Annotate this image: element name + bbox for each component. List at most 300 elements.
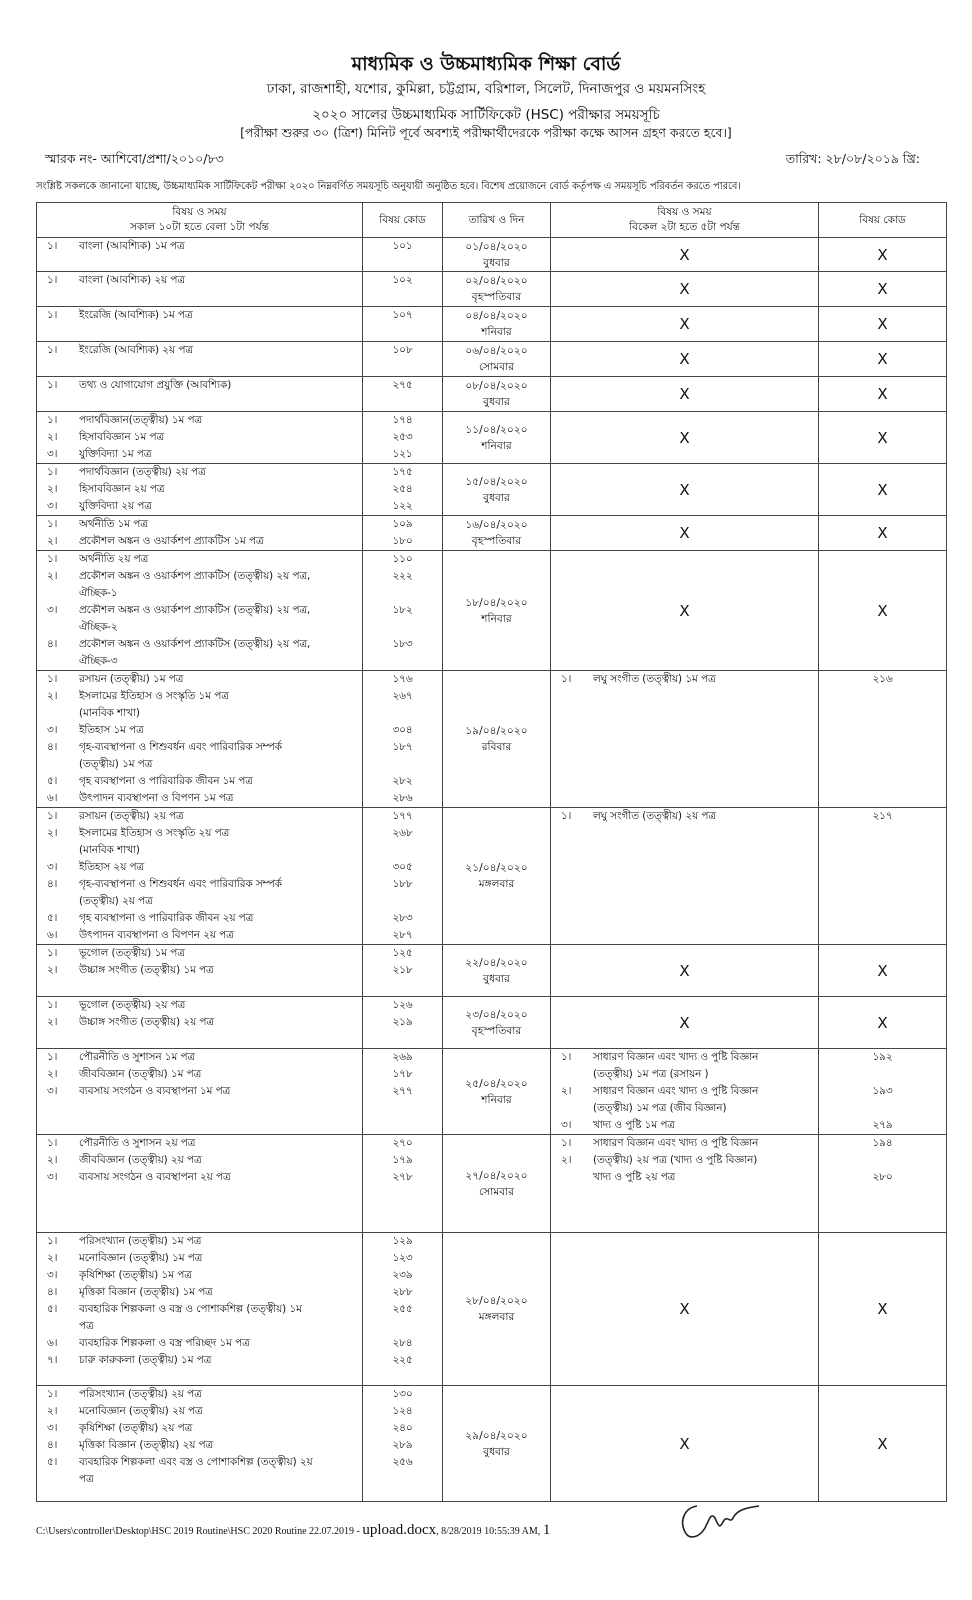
exam-date: ১১/০৪/২০২০ <box>465 423 528 436</box>
subject-serial: ২। <box>47 1016 58 1028</box>
table-row <box>37 551 947 671</box>
subject-serial: ১। <box>47 309 58 321</box>
subject-name: (তত্ত্বীয়) ২য় পত্র <box>79 895 153 907</box>
subject-name: (মানবিক শাখা) <box>79 707 140 719</box>
subject-line <box>37 1335 362 1352</box>
subject-code-cell <box>363 1135 443 1233</box>
morning-subjects-cell <box>37 1233 363 1386</box>
subject-code: ১৮৮ <box>392 878 413 890</box>
subject-code-cell <box>363 238 443 272</box>
subject-code: ২৬৯ <box>392 1051 413 1063</box>
afternoon-code-cell <box>819 808 947 945</box>
date-day-cell <box>443 1049 551 1135</box>
subject-name: জীববিজ্ঞান (তত্ত্বীয়) ২য় পত্র <box>79 1154 202 1166</box>
table-row <box>37 1386 947 1502</box>
subject-serial: ৫। <box>47 912 58 924</box>
morning-subjects-cell <box>37 551 363 671</box>
subject-code-cell <box>363 945 443 997</box>
subject-name: উৎপাদন ব্যবস্থাপনা ও বিপণন ২য় পত্র <box>79 929 234 941</box>
subject-serial: ৬। <box>47 792 58 804</box>
subject-serial: ৩। <box>47 861 58 873</box>
table-header-row <box>37 203 947 238</box>
subject-line <box>37 945 362 962</box>
subject-serial: ৪। <box>47 878 58 890</box>
subject-line <box>37 1250 362 1267</box>
subject-code: ১৭৭ <box>392 810 413 822</box>
subject-code-cell <box>363 464 443 516</box>
subject-name: উচ্চাঙ্গ সংগীত (তত্ত্বীয়) ১ম পত্র <box>79 964 214 976</box>
exam-day: শনিবার <box>481 1093 512 1106</box>
subject-serial: ১। <box>47 1137 58 1149</box>
table-row <box>37 342 947 377</box>
subject-line <box>37 636 362 653</box>
subject-code <box>363 893 442 910</box>
no-exam-mark: X <box>551 945 819 997</box>
page-number: 1 <box>542 1522 551 1538</box>
date-day-cell <box>443 1135 551 1233</box>
subject-line <box>37 446 362 463</box>
subject-serial: ১। <box>47 414 58 426</box>
subject-line <box>37 722 362 739</box>
subject-name: মৃত্তিকা বিজ্ঞান (তত্ত্বীয়) ১ম পত্র <box>79 1286 213 1298</box>
subject-serial: ১। <box>47 1235 58 1247</box>
no-exam-mark: X <box>551 238 819 272</box>
subject-serial: ৫। <box>47 775 58 787</box>
subject-name: ঐচ্ছিক-২ <box>79 621 118 633</box>
subject-line <box>37 619 362 636</box>
morning-subjects-cell <box>37 671 363 808</box>
subject-line <box>37 688 362 705</box>
no-exam-mark: X <box>551 272 819 307</box>
exam-date: ২৮/০৪/২০২০ <box>465 1295 528 1307</box>
table-row <box>37 516 947 551</box>
subject-serial: ১। <box>47 1388 58 1400</box>
date-day-cell <box>443 272 551 307</box>
table-row <box>37 1135 947 1233</box>
subject-code: ২৭৫ <box>392 379 413 391</box>
subject-code: ১৮৭ <box>392 741 413 753</box>
subject-line <box>37 1066 362 1083</box>
no-code-mark: X <box>819 1386 947 1502</box>
exam-day: বুধবার <box>483 396 510 408</box>
subject-name: লঘু সংগীত (তত্ত্বীয়) ১ম পত্র <box>593 673 716 685</box>
subject-code: ১৭৫ <box>392 466 413 478</box>
subject-line <box>37 1049 362 1066</box>
subject-name: গৃহ ব্যবস্থাপনা ও পারিবারিক জীবন ১ম পত্র <box>79 775 253 787</box>
subject-code: ১৮৩ <box>392 638 413 650</box>
subject-code: ২৩৯ <box>392 1269 413 1281</box>
subject-serial: ২। <box>47 1405 58 1417</box>
subject-code: ২৫৪ <box>392 483 413 495</box>
subject-code: ২৮৯ <box>392 1439 413 1451</box>
subject-code: ১২১ <box>392 448 413 460</box>
no-code-mark: X <box>819 238 947 272</box>
subject-code <box>819 1100 946 1117</box>
subject-line <box>37 859 362 876</box>
subject-serial: ১। <box>561 673 572 685</box>
subject-code <box>363 756 442 773</box>
subject-name: ভূগোল (তত্ত্বীয়) ১ম পত্র <box>79 947 185 959</box>
table-row <box>37 997 947 1049</box>
subject-line <box>37 412 362 429</box>
notice-text: সংশ্লিষ্ট সকলকে জানানো যাচ্ছে, উচ্চমাধ্যমিক সার্টিফিকেট পরীক্ষা ২০২০ নিম্নবর্ণিত সময়সূচি অনুযায়ী অনুষ্ঠিত হবে। বিশেষ প্রয়োজনে বোর্ড কর্তৃপক্ষ এ সময়সূচি পরিবর্তন করতে পারবে। <box>36 181 741 192</box>
subject-serial: ৫। <box>47 1456 58 1468</box>
subject-code: ২৮৪ <box>392 1337 413 1349</box>
subject-code: ২৮৮ <box>392 1286 413 1298</box>
subject-code: ৩০৫ <box>392 861 413 873</box>
subject-name: মনোবিজ্ঞান (তত্ত্বীয়) ১ম পত্র <box>79 1252 203 1264</box>
subject-name: যুক্তিবিদ্যা ১ম পত্র <box>79 448 152 460</box>
table-row <box>37 945 947 997</box>
exam-day: রবিবার <box>481 741 512 753</box>
no-exam-mark: X <box>551 1386 819 1502</box>
subject-line <box>37 1284 362 1301</box>
morning-subjects-cell <box>37 342 363 377</box>
subject-serial: ৬। <box>47 929 58 941</box>
subject-line <box>37 876 362 893</box>
subject-serial: ৪। <box>47 741 58 753</box>
exam-date: ২৭/০৪/২০২০ <box>465 1169 528 1182</box>
subject-code-cell <box>363 272 443 307</box>
subject-code: ২৮৭ <box>392 929 413 941</box>
subject-serial: ২। <box>47 431 58 443</box>
subject-line <box>37 481 362 498</box>
date-day-cell <box>443 307 551 342</box>
no-exam-mark: X <box>551 377 819 412</box>
subject-name: (মানবিক শাখা) <box>79 844 140 856</box>
subject-code-cell <box>363 551 443 671</box>
subject-name: প্রকৌশল অঙ্কন ও ওয়ার্কশপ প্র্যাকটিস (তত্ত্বীয়) ২য় পত্র, <box>79 604 311 616</box>
subject-code: ১০১ <box>392 240 413 252</box>
subject-line <box>37 1233 362 1250</box>
subject-name: যুক্তিবিদ্যা ২য় পত্র <box>79 500 152 512</box>
subject-code-cell <box>363 808 443 945</box>
table-row <box>37 1049 947 1135</box>
subject-name: ঐচ্ছিক-৩ <box>79 655 118 667</box>
subject-serial: ৭। <box>47 1354 58 1366</box>
exam-date: ২২/০৪/২০২০ <box>465 956 528 969</box>
exam-day: বুধবার <box>483 972 510 985</box>
subject-serial: ৩। <box>47 1171 58 1183</box>
subject-name: হিসাববিজ্ঞান ২য় পত্র <box>79 483 165 495</box>
subject-serial: ১। <box>47 379 58 391</box>
no-exam-mark: X <box>551 464 819 516</box>
file-footer <box>36 1522 550 1539</box>
subject-line <box>37 705 362 722</box>
subject-serial: ৫। <box>47 1303 58 1315</box>
afternoon-code-cell <box>819 1049 947 1135</box>
table-row <box>37 464 947 516</box>
subject-code-cell <box>363 307 443 342</box>
subject-code: ১২২ <box>392 500 413 512</box>
subject-serial: ১। <box>47 810 58 822</box>
subject-code: ২২৫ <box>392 1354 413 1366</box>
subject-serial: ৩। <box>47 1269 58 1281</box>
board-cities: ঢাকা, রাজশাহী, যশোর, কুমিল্লা, চট্টগ্রাম, বরিশাল, সিলেট, দিনাজপুর ও ময়মনসিংহ <box>266 81 706 97</box>
subject-name: (তত্ত্বীয়) ২য় পত্র (খাদ্য ও পুষ্টি বিজ্ঞান) <box>593 1154 758 1166</box>
afternoon-code-cell <box>819 671 947 808</box>
subject-code <box>363 1471 442 1488</box>
subject-line <box>37 671 362 688</box>
afternoon-subject-line <box>551 1100 818 1117</box>
subject-code: ১২৯ <box>392 1235 413 1247</box>
subject-name: খাদ্য ও পুষ্টি ২য় পত্র <box>593 1171 676 1183</box>
exam-date: ২৩/০৪/২০২০ <box>465 1008 528 1021</box>
morning-subject-header: বিষয় ও সময় সকাল ১০টা হতে বেলা ১টা পর্যন্ত <box>37 203 363 238</box>
afternoon-subjects-cell <box>551 1135 819 1233</box>
subject-line <box>37 1301 362 1318</box>
afternoon-subject-line <box>551 1083 818 1100</box>
subject-line <box>37 307 362 324</box>
subject-code: ১২৩ <box>392 1252 413 1264</box>
subject-name: সাধারণ বিজ্ঞান এবং খাদ্য ও পুষ্টি বিজ্ঞান <box>593 1051 759 1063</box>
subject-name: ব্যবসায় সংগঠন ও ব্যবস্থাপনা ১ম পত্র <box>79 1085 231 1097</box>
subject-name: মনোবিজ্ঞান (তত্ত্বীয়) ২য় পত্র <box>79 1405 203 1417</box>
schedule-title: ২০২০ সালের উচ্চমাধ্যমিক সার্টিফিকেট (HSC) পরীক্ষার সময়সূচি <box>312 107 660 123</box>
subject-serial: ৪। <box>47 1439 58 1451</box>
subject-code: ২৬৮ <box>392 827 413 839</box>
file-path: C:\Users\controller\Desktop\HSC 2019 Routine\HSC 2020 Routine 22.07.2019 - <box>36 1526 363 1537</box>
subject-code: ২৭৯ <box>872 1119 893 1131</box>
subject-name: উৎপাদন ব্যবস্থাপনা ও বিপণন ১ম পত্র <box>79 792 234 804</box>
no-exam-mark: X <box>551 551 819 671</box>
subject-line <box>37 1471 362 1488</box>
subject-code: ২৭০ <box>392 1137 413 1149</box>
subject-line <box>37 1318 362 1335</box>
subject-name: গৃহ-ব্যবস্থাপনা ও শিশুবর্ধন এবং পারিবারিক সম্পর্ক <box>79 878 282 890</box>
subject-code: ২৫৫ <box>392 1303 413 1315</box>
subject-code: ৩০৪ <box>392 724 413 736</box>
subject-serial: ২। <box>47 535 58 547</box>
subject-name: ব্যবহারিক শিল্পকলা এবং বস্ত্র ও পোশাকশিল্প (তত্ত্বীয়) ২য় <box>79 1456 313 1468</box>
subject-code: ২১৭ <box>872 810 893 822</box>
subject-serial: ১। <box>47 518 58 530</box>
date-day-cell <box>443 808 551 945</box>
morning-subjects-cell <box>37 238 363 272</box>
subject-code: ২৫৬ <box>392 1456 413 1468</box>
subject-line <box>37 927 362 944</box>
subject-code: ২৮০ <box>872 1171 893 1183</box>
subject-serial: ৩। <box>47 1085 58 1097</box>
subject-name: পরিসংখ্যান (তত্ত্বীয়) ২য় পত্র <box>79 1388 202 1400</box>
subject-name: গৃহ-ব্যবস্থাপনা ও শিশুবর্ধন এবং পারিবারিক সম্পর্ক <box>79 741 282 753</box>
subject-code: ১২৬ <box>392 999 413 1011</box>
exam-day: শনিবার <box>481 439 512 452</box>
subject-name: ব্যবসায় সংগঠন ও ব্যবস্থাপনা ২য় পত্র <box>79 1171 231 1183</box>
morning-subjects-cell <box>37 377 363 412</box>
subject-name: তথ্য ও যোগাযোগ প্রযুক্তি (আবশ্যিক) <box>79 379 232 391</box>
subject-serial: ৪। <box>47 638 58 650</box>
subject-serial: ১। <box>47 274 58 286</box>
subject-line <box>37 1169 362 1186</box>
subject-line <box>37 997 362 1014</box>
subject-serial: ২। <box>47 827 58 839</box>
morning-subjects-cell <box>37 945 363 997</box>
no-code-mark: X <box>819 997 947 1049</box>
exam-date: ২৯/০৪/২০২০ <box>465 1429 528 1442</box>
subject-name: হিসাববিজ্ঞান ১ম পত্র <box>79 431 165 443</box>
subject-code-cell <box>363 1049 443 1135</box>
afternoon-subject-header: বিষয় ও সময় বিকেল ২টা হতে ৫টা পর্যন্ত <box>551 203 819 238</box>
subject-code <box>363 585 442 602</box>
date-day-cell <box>443 412 551 464</box>
subject-line <box>37 1420 362 1437</box>
subject-name: ইতিহাস ২য় পত্র <box>79 861 145 873</box>
subject-name: (তত্ত্বীয়) ১ম পত্র <box>79 758 153 770</box>
afternoon-subjects-cell <box>551 808 819 945</box>
morning-subjects-cell <box>37 272 363 307</box>
subject-code-cell <box>363 671 443 808</box>
morning-subjects-cell <box>37 997 363 1049</box>
subject-line <box>37 1352 362 1369</box>
subject-name: অর্থনীতি ১ম পত্র <box>79 518 148 530</box>
subject-code-cell <box>363 1386 443 1502</box>
subject-line <box>37 790 362 807</box>
no-code-mark: X <box>819 272 947 307</box>
subject-serial: ১। <box>47 553 58 565</box>
subject-serial: ১। <box>561 810 572 822</box>
afternoon-subjects-cell <box>551 671 819 808</box>
exam-day: বুধবার <box>483 1445 510 1458</box>
subject-code: ১০৮ <box>392 344 413 356</box>
subject-line <box>37 1437 362 1454</box>
subject-serial: ১। <box>561 1137 572 1149</box>
issue-date: তারিখ: ২৮/০৮/২০১৯ খ্রি: <box>785 151 920 166</box>
subject-line <box>37 498 362 515</box>
subject-serial: ৩। <box>47 1422 58 1434</box>
subject-name: গৃহ ব্যবস্থাপনা ও পারিবারিক জীবন ২য় পত্র <box>79 912 254 924</box>
date-day-cell <box>443 377 551 412</box>
date-day-cell <box>443 238 551 272</box>
subject-name: রসায়ন (তত্ত্বীয়) ২য় পত্র <box>79 810 184 822</box>
subject-serial: ২। <box>47 570 58 582</box>
subject-line <box>37 842 362 859</box>
subject-serial: ১। <box>47 1051 58 1063</box>
subject-line <box>37 653 362 670</box>
subject-line <box>37 825 362 842</box>
subject-code: ১৮২ <box>392 604 413 616</box>
table-row <box>37 307 947 342</box>
subject-code <box>819 1152 946 1169</box>
subject-code: ১০৭ <box>392 309 413 321</box>
morning-subjects-cell <box>37 1049 363 1135</box>
no-exam-mark: X <box>551 1233 819 1386</box>
no-exam-mark: X <box>551 516 819 551</box>
subject-code-header: বিষয় কোড <box>363 203 443 238</box>
subject-serial: ৩। <box>47 724 58 736</box>
no-code-mark: X <box>819 1233 947 1386</box>
afternoon-subject-line <box>551 671 818 688</box>
subject-serial: ১। <box>47 947 58 959</box>
no-code-mark: X <box>819 412 947 464</box>
subject-name: (তত্ত্বীয়) ১ম পত্র (রসায়ন ) <box>593 1068 709 1080</box>
subject-name: ইতিহাস ১ম পত্র <box>79 724 144 736</box>
date-day-cell <box>443 516 551 551</box>
subject-code: ১৭৮ <box>392 1068 413 1080</box>
exam-day: সোমবার <box>478 1185 515 1198</box>
subject-name: লঘু সংগীত (তত্ত্বীয়) ২য় পত্র <box>593 810 716 822</box>
exam-day: শনিবার <box>481 326 512 338</box>
subject-line <box>37 585 362 602</box>
subject-serial: ১। <box>561 1051 572 1063</box>
subject-name: ভূগোল (তত্ত্বীয়) ২য় পত্র <box>79 999 186 1011</box>
subject-line <box>37 756 362 773</box>
subject-serial: ১। <box>47 344 58 356</box>
subject-code: ১২৫ <box>392 947 413 959</box>
exam-date: ২১/০৪/২০২০ <box>465 862 528 874</box>
morning-subjects-cell <box>37 1135 363 1233</box>
date-day-cell <box>443 997 551 1049</box>
subject-code: ২১৬ <box>872 673 893 685</box>
subject-line <box>37 1386 362 1403</box>
subject-code <box>363 842 442 859</box>
subject-name: (তত্ত্বীয়) ১ম পত্র (জীব বিজ্ঞান) <box>593 1102 727 1114</box>
afternoon-subject-line <box>551 808 818 825</box>
subject-name: পদার্থবিজ্ঞান (তত্ত্বীয়) ২য় পত্র <box>79 466 206 478</box>
subject-serial: ২। <box>47 690 58 702</box>
subject-code <box>363 705 442 722</box>
table-row <box>37 412 947 464</box>
exam-schedule-table <box>36 202 947 1502</box>
subject-name: মৃত্তিকা বিজ্ঞান (তত্ত্বীয়) ২য় পত্র <box>79 1439 214 1451</box>
subject-name: প্রকৌশল অঙ্কন ও ওয়ার্কশপ প্র্যাকটিস (তত্ত্বীয়) ২য় পত্র, <box>79 570 311 582</box>
subject-serial: ২। <box>47 483 58 495</box>
subject-name: ইসলামের ইতিহাস ও সংস্কৃতি ২য় পত্র <box>79 827 230 839</box>
exam-date: ০২/০৪/২০২০ <box>465 275 528 287</box>
subject-code: ১৯৩ <box>872 1085 893 1097</box>
subject-line <box>37 272 362 289</box>
subject-name: পৌরনীতি ও সুশাসন ১ম পত্র <box>79 1051 195 1063</box>
exam-instruction: [পরীক্ষা শুরুর ৩০ (ত্রিশ) মিনিট পূর্বে অবশ্যই পরীক্ষার্থীদেরকে পরীক্ষা কক্ষে আসন গ্রহণ করতে হবে।] <box>240 125 732 140</box>
exam-date: ০৮/০৪/২০২০ <box>465 380 528 392</box>
subject-line <box>37 342 362 359</box>
subject-code: ২৮৩ <box>392 912 413 924</box>
subject-name: খাদ্য ও পুষ্টি ১ম পত্র <box>593 1119 675 1131</box>
subject-name: চারু কারুকলা (তত্ত্বীয়) ১ম পত্র <box>79 1354 212 1366</box>
subject-code <box>363 1318 442 1335</box>
no-code-mark: X <box>819 307 947 342</box>
subject-serial: ১। <box>47 673 58 685</box>
subject-name: বাংলা (আবশ্যিক) ১ম পত্র <box>79 240 185 252</box>
subject-name: কৃষিশিক্ষা (তত্ত্বীয়) ১ম পত্র <box>79 1269 192 1281</box>
subject-code: ২৭৭ <box>392 1085 413 1097</box>
subject-line <box>37 739 362 756</box>
subject-serial: ৩। <box>561 1119 572 1131</box>
memo-number: স্মারক নং- আশিবো/প্রশা/২০১০/৮৩ <box>45 151 224 166</box>
subject-line <box>37 1403 362 1420</box>
subject-code: ২১৮ <box>392 964 413 976</box>
subject-code: ১৭৯ <box>392 1154 413 1166</box>
subject-code-cell <box>363 342 443 377</box>
table-row <box>37 671 947 808</box>
subject-name: প্রকৌশল অঙ্কন ও ওয়ার্কশপ প্র্যাকটিস (তত্ত্বীয়) ২য় পত্র, <box>79 638 311 650</box>
exam-day: মঙ্গলবার <box>478 878 515 890</box>
subject-line <box>37 602 362 619</box>
file-name: upload.docx <box>362 1522 437 1538</box>
subject-code-cell <box>363 516 443 551</box>
exam-date: ১৫/০৪/২০২০ <box>465 475 528 488</box>
subject-code: ২৫৩ <box>392 431 413 443</box>
morning-subjects-cell <box>37 307 363 342</box>
no-code-mark: X <box>819 516 947 551</box>
morning-subjects-cell <box>37 1386 363 1502</box>
subject-serial: ১। <box>47 999 58 1011</box>
subject-line <box>37 516 362 533</box>
subject-name: উচ্চাঙ্গ সংগীত (তত্ত্বীয়) ২য় পত্র <box>79 1016 214 1028</box>
exam-date: ১৮/০৪/২০২০ <box>465 596 528 609</box>
subject-name: সাধারণ বিজ্ঞান এবং খাদ্য ও পুষ্টি বিজ্ঞান <box>593 1137 759 1149</box>
subject-line <box>37 533 362 550</box>
